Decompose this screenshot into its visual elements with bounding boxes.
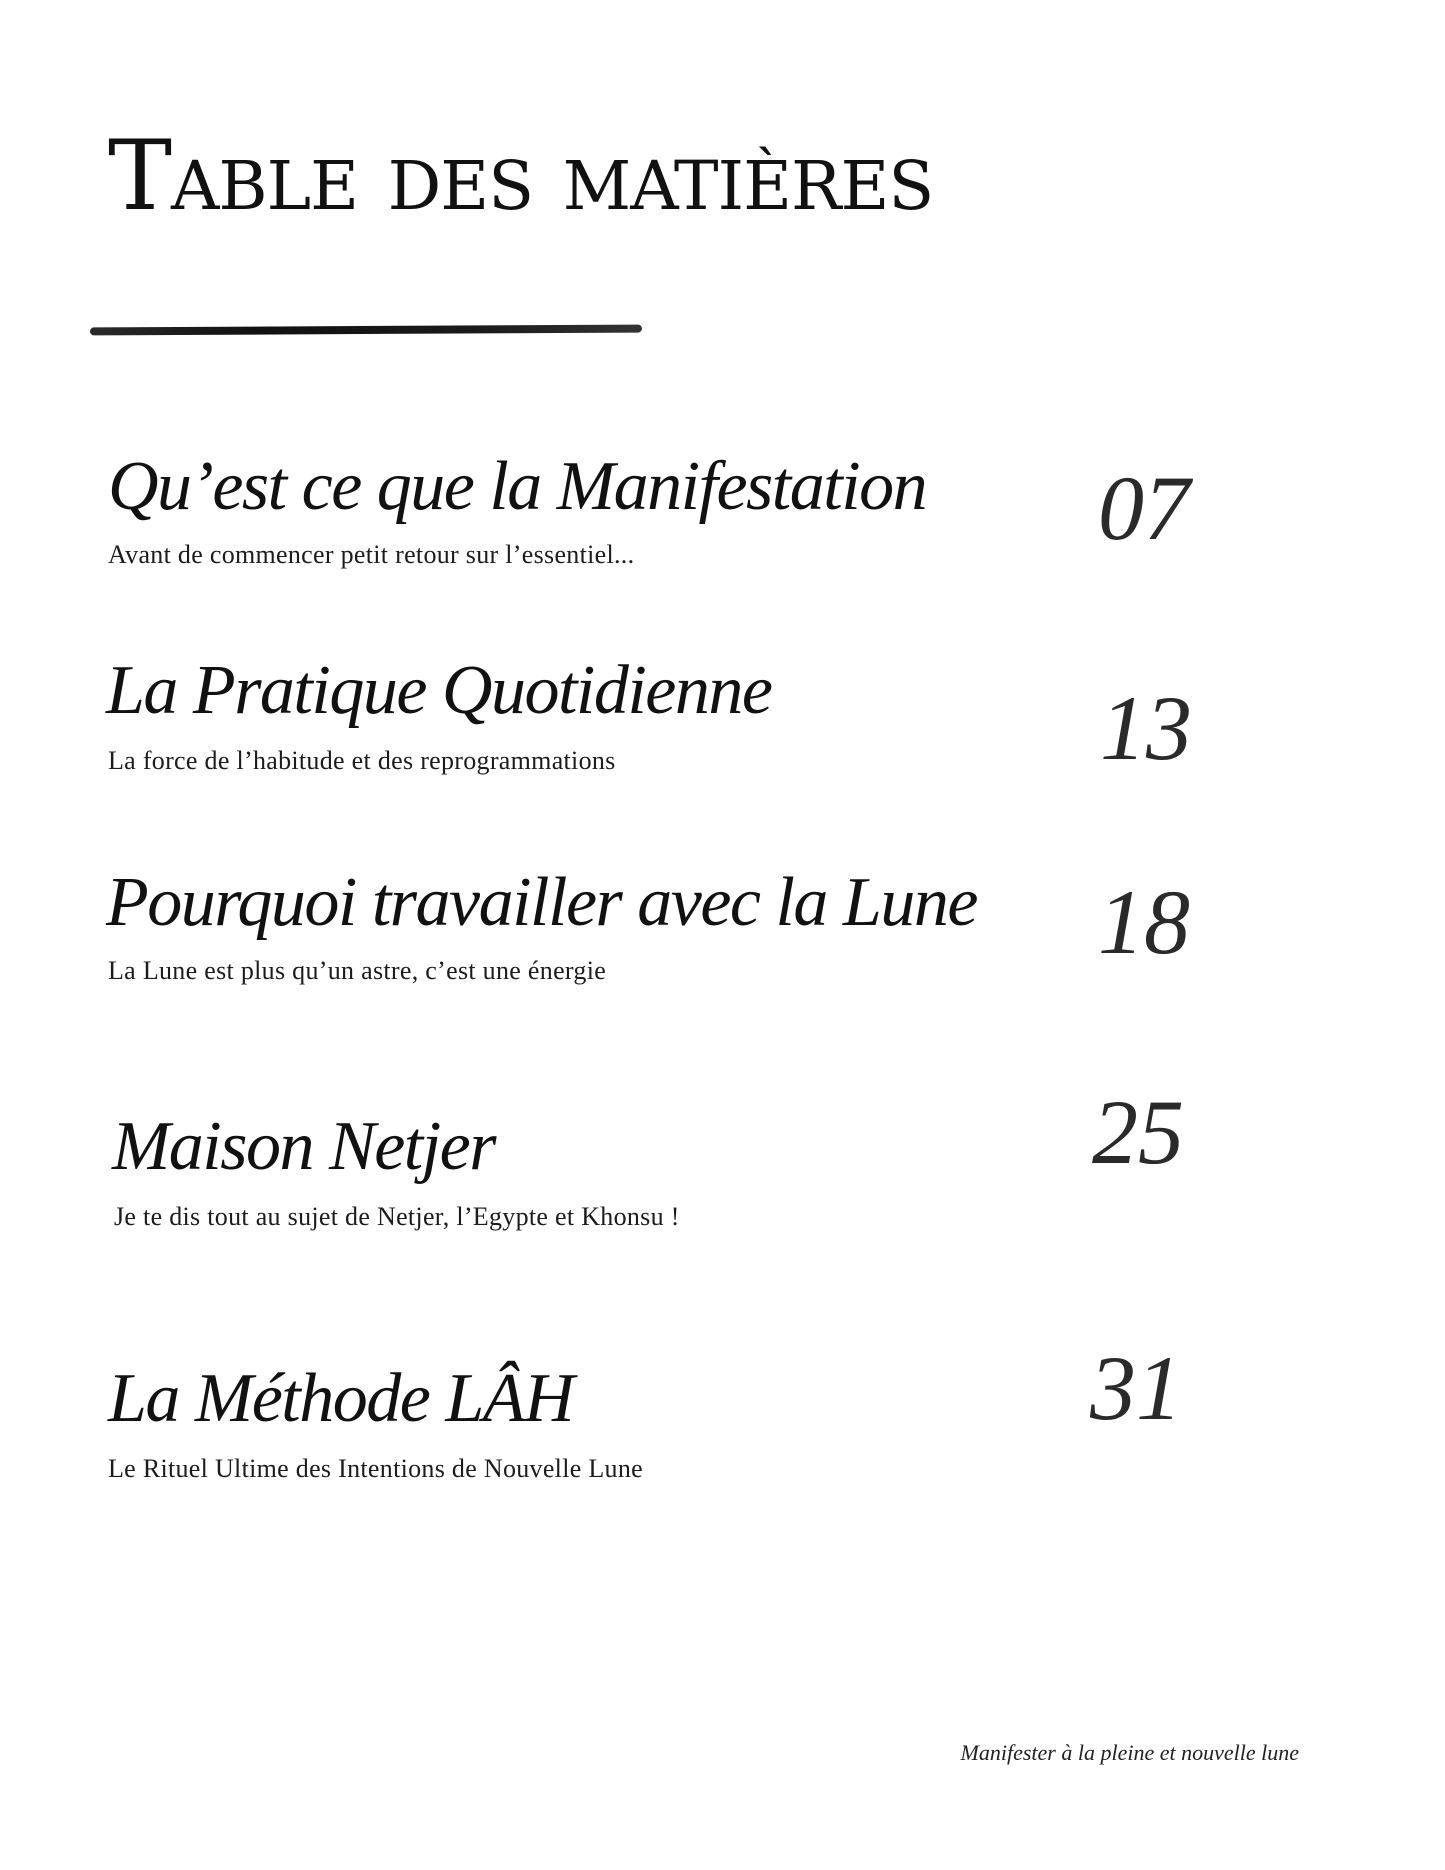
toc-entry-subtitle: La force de l’habitude et des reprogrammations — [108, 746, 616, 775]
toc-entry-subtitle: Le Rituel Ultime des Intentions de Nouvelle Lune — [108, 1454, 643, 1483]
page-title: Table des matières — [108, 120, 934, 232]
title-underline — [90, 325, 642, 336]
page-footer: Manifester à la pleine et nouvelle lune — [960, 1740, 1299, 1765]
toc-entry-page-number: 13 — [1100, 677, 1192, 779]
toc-entry-subtitle: Avant de commencer petit retour sur l’essentiel... — [108, 540, 635, 569]
toc-entry-heading: Qu’est ce que la Manifestation — [108, 448, 927, 525]
toc-entry-page-number: 18 — [1098, 871, 1190, 973]
toc-entry-heading: La Pratique Quotidienne — [106, 652, 772, 729]
toc-entry-page-number: 31 — [1090, 1337, 1182, 1439]
toc-entry-heading: Pourquoi travailler avec la Lune — [106, 864, 977, 941]
toc-entry-page-number: 07 — [1098, 457, 1190, 559]
toc-entry-page-number: 25 — [1092, 1081, 1184, 1183]
toc-entry-heading: La Méthode LÂH — [108, 1360, 574, 1437]
toc-entry-subtitle: La Lune est plus qu’un astre, c’est une énergie — [108, 956, 607, 985]
toc-entry-subtitle: Je te dis tout au sujet de Netjer, l’Egypte et Khonsu ! — [114, 1202, 680, 1231]
toc-entry-heading: Maison Netjer — [112, 1108, 495, 1185]
